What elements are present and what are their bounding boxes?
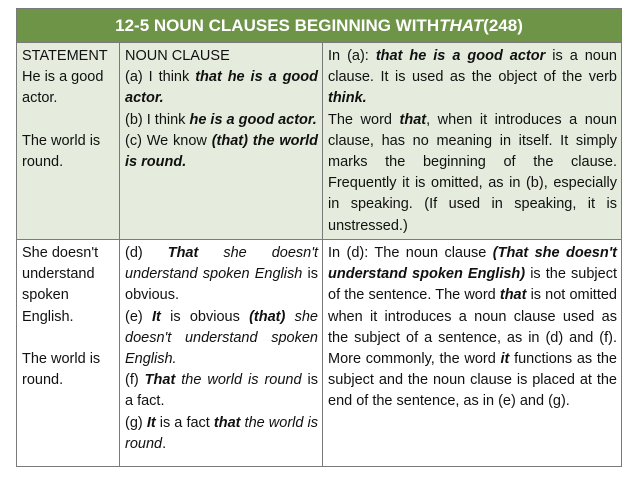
title-prefix: 12-5 NOUN CLAUSES BEGINNING WITH [115, 15, 440, 35]
example-f: (f) That the world is round is a fact. [125, 372, 319, 410]
explanation-paragraph: In (d): The noun clause (That she doesn't understand spoken English) is the subject of the sentence. The word that is not omitted when it introduces a noun clause used as the subject of a sentence, as in (d) and (f). More commonly, the word it functions as the subject and the noun clause is placed at the end of the sentence, as in (e) and (g). [328, 245, 618, 410]
statement-text: He is a good actor. [22, 69, 104, 107]
explanation-paragraph: In (a): that he is a good actor is a noun clause. It is used as the object of the verb think. [328, 48, 617, 107]
example-c: (c) We know (that) the world is round. [125, 132, 318, 171]
explanation-cell-1 [323, 43, 621, 239]
example-g: (g) It is a fact that the world is round. [125, 414, 318, 452]
noun-clause-table [16, 8, 622, 467]
statement-heading: STATEMENT [22, 48, 108, 64]
explanation-cell-2 [323, 240, 621, 466]
statement-cell-1 [17, 43, 120, 239]
statement-text: The world is round. [22, 132, 101, 170]
explanation-paragraph: The word that, when it introduces a noun clause, has no meaning in itself. It simply marks the beginning of the clause. Frequently it is omitted, as in (b), especially in speaking. (If used in speaking, it is unstressed.) [328, 111, 617, 234]
table-row-2 [17, 240, 621, 466]
noun-clause-heading: NOUN CLAUSE [125, 48, 230, 64]
statement-cell-2 [17, 240, 120, 466]
example-b: (b) I think he is a good actor. [125, 111, 317, 128]
noun-clause-cell-2 [120, 240, 323, 466]
example-a: (a) I think that he is a good actor. [125, 69, 319, 107]
statement-text: The world is round. [22, 350, 101, 389]
title-italic-word: THAT [439, 15, 484, 35]
title-suffix: (248) [483, 15, 523, 35]
statement-text: She doesn't understand spoken English. [22, 245, 99, 325]
example-d: (d) That she doesn't understand spoken English is obvious. [125, 245, 318, 304]
noun-clause-cell-1 [120, 43, 323, 239]
example-e: (e) It is obvious (that) she doesn't understand spoken English. [125, 308, 318, 368]
table-row-1 [17, 43, 621, 240]
table-title [17, 9, 621, 43]
